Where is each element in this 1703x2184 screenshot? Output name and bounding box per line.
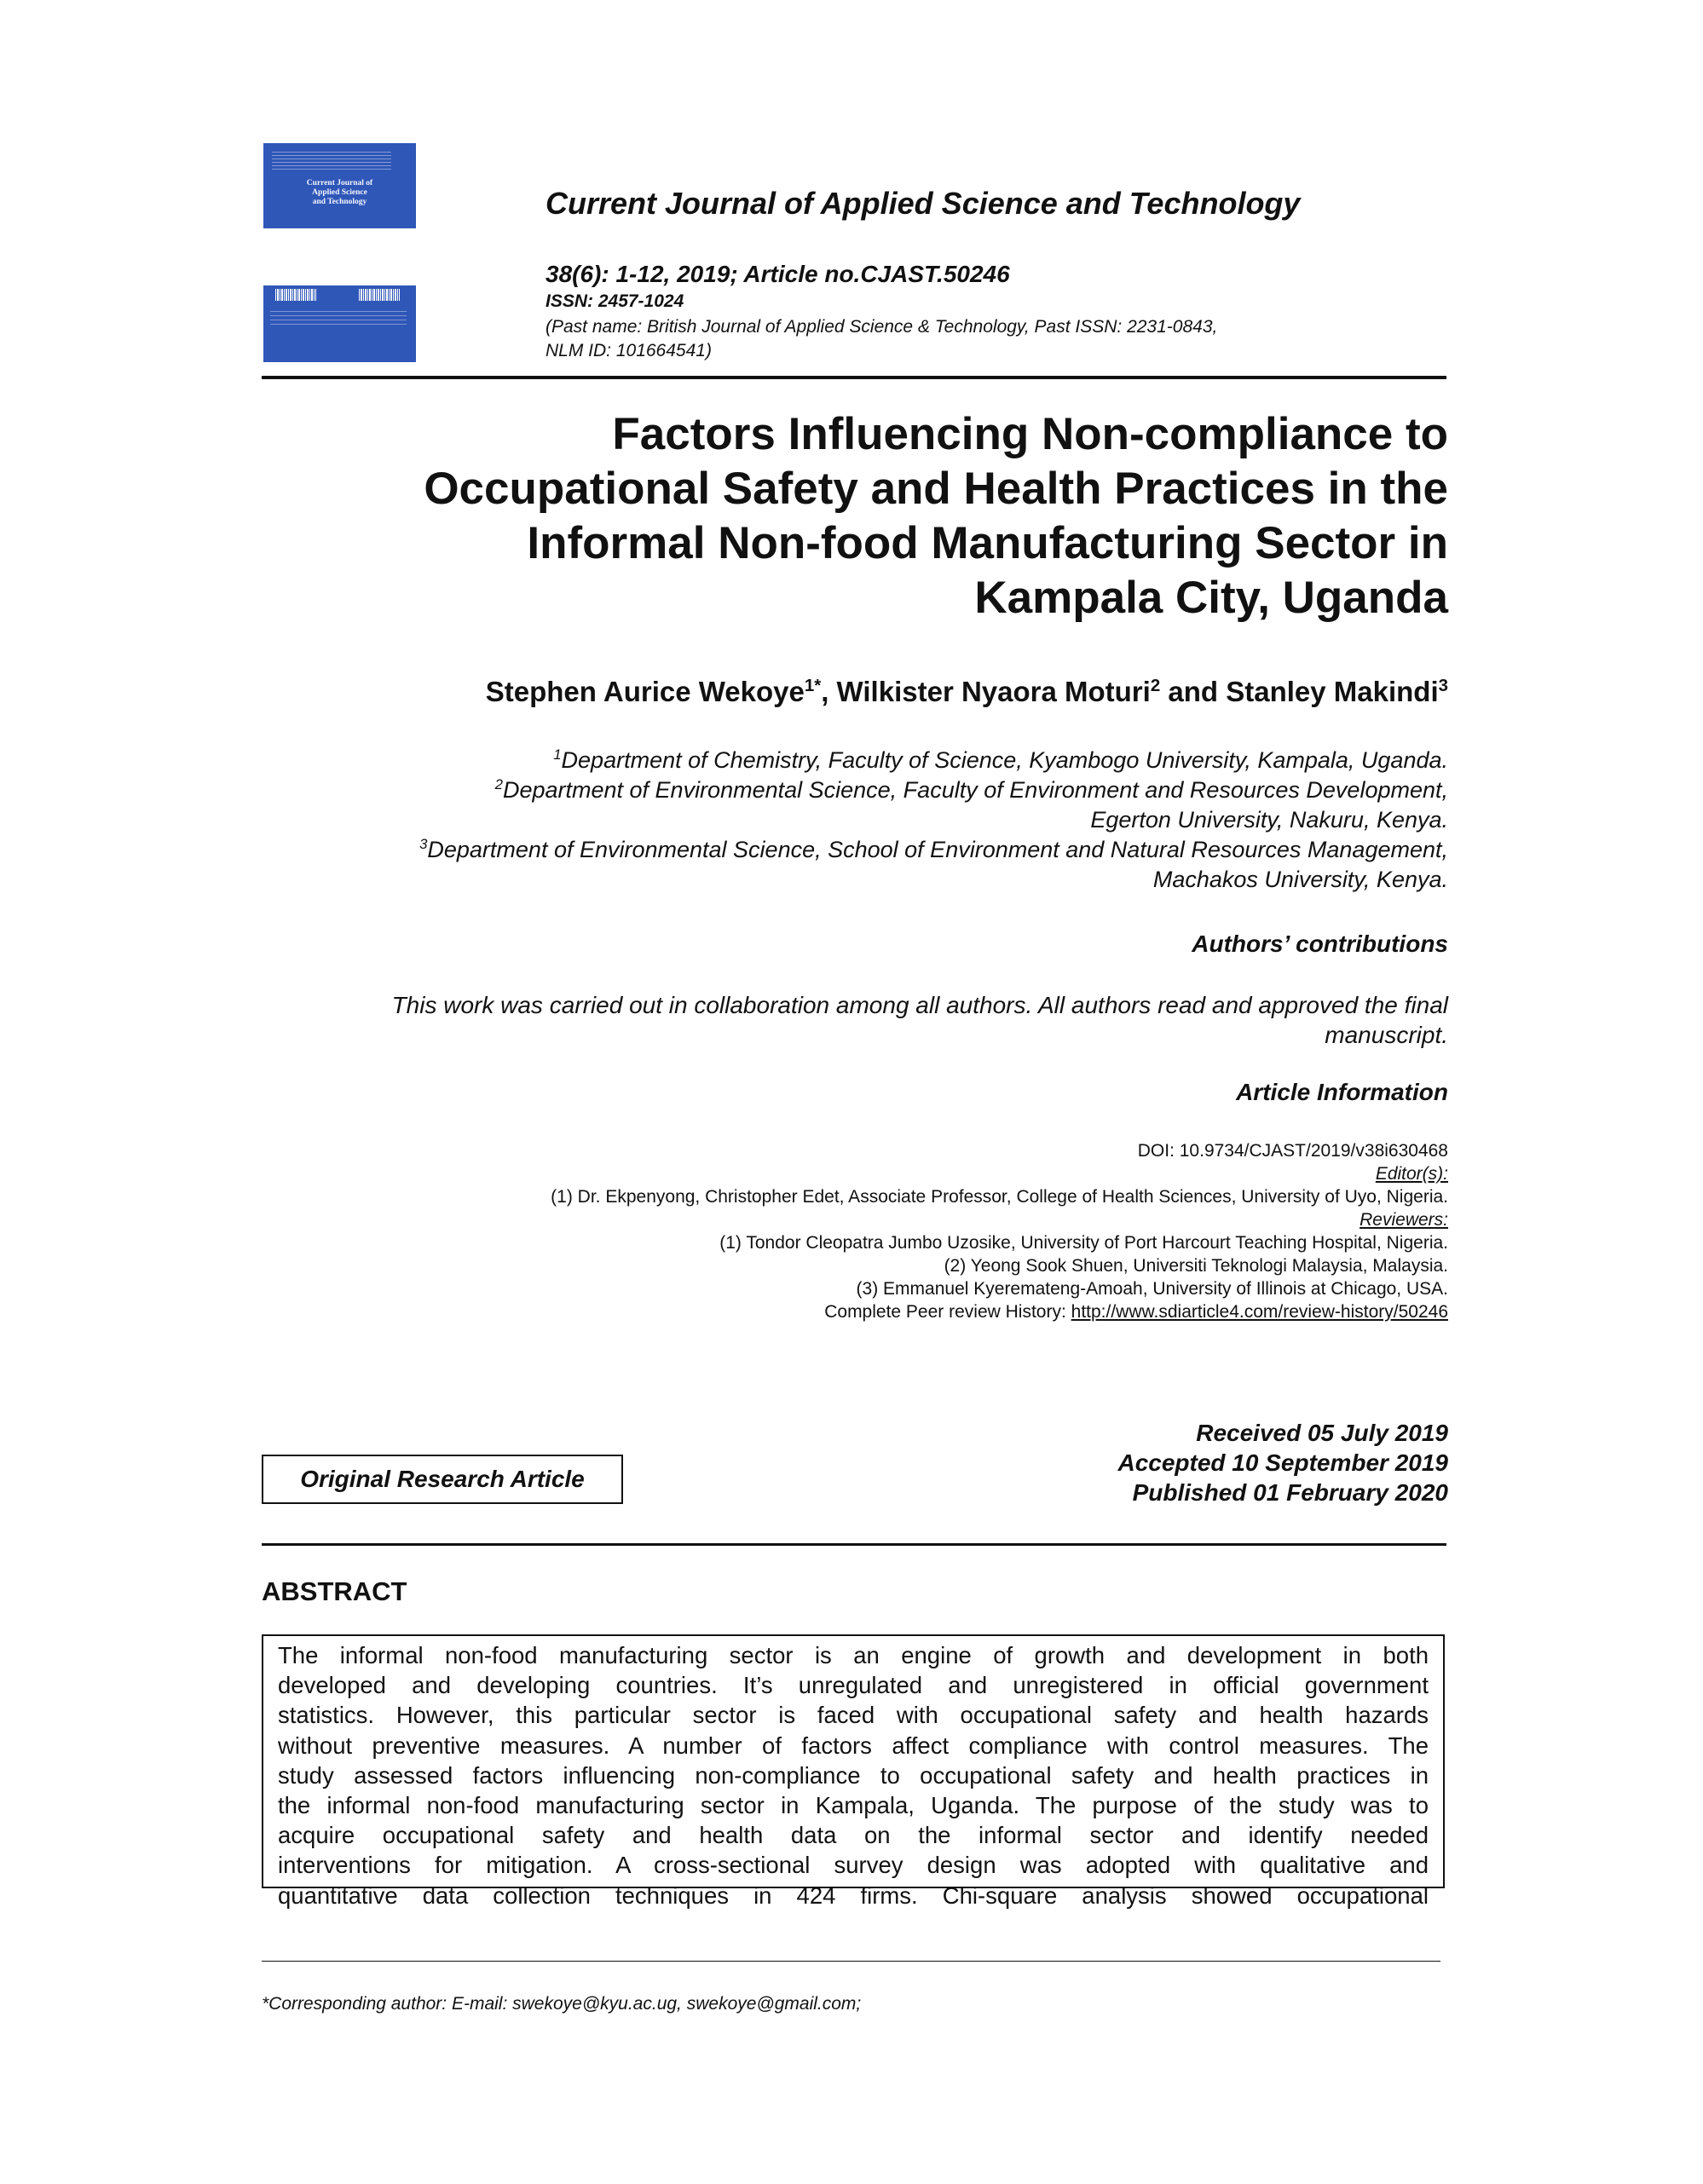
- affiliations: [170, 746, 1448, 895]
- contributions-line: This work was carried out in collaboration among all authors. All authors read and approved the final: [391, 992, 1448, 1018]
- cover-title-line: Current Journal of: [306, 179, 373, 187]
- received-date: Received 05 July 2019: [1196, 1420, 1448, 1446]
- doi: DOI: 10.9734/CJAST/2019/v38i630468: [1137, 1141, 1448, 1161]
- cover-fine-print: [272, 152, 391, 170]
- footnote-rule: [262, 1961, 1440, 1962]
- author-affiliation-mark: 2: [1150, 676, 1161, 695]
- author-name: Stanley Makindi: [1226, 676, 1439, 707]
- review-history-link[interactable]: http://www.sdiarticle4.com/review-history/50246: [1071, 1302, 1448, 1322]
- reviewers-label: Reviewers:: [1360, 1210, 1448, 1230]
- abstract-line: study assessed factors influencing non-compliance to occupational safety and health practices in: [278, 1761, 1429, 1789]
- title-line: Kampala City, Uganda: [974, 573, 1448, 623]
- affiliation: [170, 835, 1448, 895]
- author-separator: and: [1160, 676, 1227, 707]
- journal-title: Current Journal of Applied Science and Technology: [546, 186, 1301, 221]
- affiliation: [170, 775, 1448, 835]
- past-name-line: (Past name: British Journal of Applied Science & Technology, Past ISSN: 2231-0843,: [546, 317, 1218, 337]
- article-info-heading: Article Information: [1236, 1079, 1448, 1105]
- affiliation-text: Egerton University, Nakuru, Kenya.: [1090, 807, 1448, 833]
- title-line: Occupational Safety and Health Practices in the: [424, 464, 1448, 514]
- title-line: Informal Non-food Manufacturing Sector in: [527, 518, 1448, 568]
- author-affiliation-mark: 1*: [804, 676, 822, 695]
- author-name: Wilkister Nyaora Moturi: [836, 676, 1151, 707]
- volume-line: 38(6): 1-12, 2019; Article no.CJAST.50246: [546, 261, 1010, 287]
- review-history: [170, 1300, 1448, 1323]
- contributions-heading: Authors’ contributions: [1192, 931, 1448, 957]
- abstract-line: developed and developing countries. It’s unregulated and unregistered in official government: [278, 1672, 1429, 1699]
- author-affiliation-mark: 3: [1438, 676, 1448, 695]
- editors-label: Editor(s):: [1375, 1164, 1448, 1184]
- article-type-label: Original Research Article: [300, 1466, 585, 1492]
- paper-title: [340, 407, 1448, 625]
- journal-cover-footer-image: [263, 285, 416, 362]
- affiliation-text: Machakos University, Kenya.: [1152, 867, 1448, 892]
- cover-title: [263, 179, 416, 207]
- article-type-badge: [262, 1455, 623, 1504]
- cover-title-line: and Technology: [312, 198, 367, 206]
- past-name-note: [546, 315, 1398, 363]
- reviewer-entry: (1) Tondor Cleopatra Jumbo Uzosike, University of Port Harcourt Teaching Hospital, Nigeria.: [719, 1233, 1448, 1253]
- author-separator: ,: [821, 676, 837, 707]
- editor-entry: (1) Dr. Ekpenyong, Christopher Edet, Associate Professor, College of Health Sciences, University of Uyo, Nigeria.: [551, 1187, 1448, 1207]
- cover-title-line: Applied Science: [312, 188, 367, 197]
- publication-dates: [1117, 1418, 1448, 1507]
- title-line: Factors Influencing Non-compliance to: [612, 409, 1448, 459]
- review-history-label: Complete Peer review History:: [824, 1302, 1071, 1322]
- abstract-line: acquire occupational safety and health data on the informal sector and identify needed: [278, 1822, 1429, 1849]
- abstract-line: without preventive measures. A number of factors affect compliance with control measures. The: [278, 1732, 1429, 1759]
- reviewer-entry: (2) Yeong Sook Shuen, Universiti Teknologi Malaysia, Malaysia.: [944, 1256, 1448, 1276]
- barcode-left: [275, 289, 316, 301]
- contributions-text: [170, 990, 1448, 1050]
- contributions-line: manuscript.: [1325, 1022, 1448, 1048]
- barcode-right: [359, 289, 400, 301]
- section-rule: [262, 1543, 1446, 1546]
- header-rule: [262, 376, 1446, 379]
- past-name-line: NLM ID: 101664541): [546, 341, 712, 360]
- abstract-line: statistics. However, this particular sector is faced with occupational safety and health hazards: [278, 1702, 1429, 1729]
- journal-cover-image: [263, 143, 416, 228]
- author-name: Stephen Aurice Wekoye: [485, 676, 805, 707]
- affiliation-mark: 1: [553, 746, 562, 763]
- affiliation-mark: 2: [494, 776, 503, 792]
- affiliation-text: Department of Environmental Science, School of Environment and Natural Resources Management,: [427, 837, 1448, 862]
- abstract-line: quantitative data collection techniques in 424 firms. Chi-square analysis showed occupational: [278, 1881, 1429, 1909]
- published-date: Published 01 February 2020: [1132, 1479, 1448, 1506]
- cover-footer-fine-print: [270, 311, 407, 328]
- affiliation-mark: 3: [419, 836, 428, 852]
- corresponding-author-footnote: *Corresponding author: E-mail: swekoye@kyu.ac.ug, swekoye@gmail.com;: [262, 1994, 862, 2014]
- article-info: [170, 1139, 1448, 1323]
- abstract-line: interventions for mitigation. A cross-sectional survey design was adopted with qualitative and: [278, 1852, 1429, 1879]
- abstract-line: The informal non-food manufacturing sector is an engine of growth and development in both: [278, 1642, 1429, 1668]
- issn-line: ISSN: 2457-1024: [546, 291, 684, 311]
- reviewer-entry: (3) Emmanuel Kyeremateng-Amoah, University of Illinois at Chicago, USA.: [856, 1279, 1448, 1299]
- author-list: [486, 676, 1448, 708]
- abstract-box: [262, 1634, 1445, 1909]
- affiliation-text: Department of Environmental Science, Faculty of Environment and Resources Development,: [502, 777, 1448, 803]
- accepted-date: Accepted 10 September 2019: [1117, 1449, 1448, 1476]
- abstract-heading: ABSTRACT: [262, 1576, 407, 1606]
- abstract-line: the informal non-food manufacturing sector in Kampala, Uganda. The purpose of the study was to: [278, 1792, 1429, 1819]
- affiliation-text: Department of Chemistry, Faculty of Science, Kyambogo University, Kampala, Uganda.: [561, 747, 1448, 773]
- affiliation: [170, 746, 1448, 775]
